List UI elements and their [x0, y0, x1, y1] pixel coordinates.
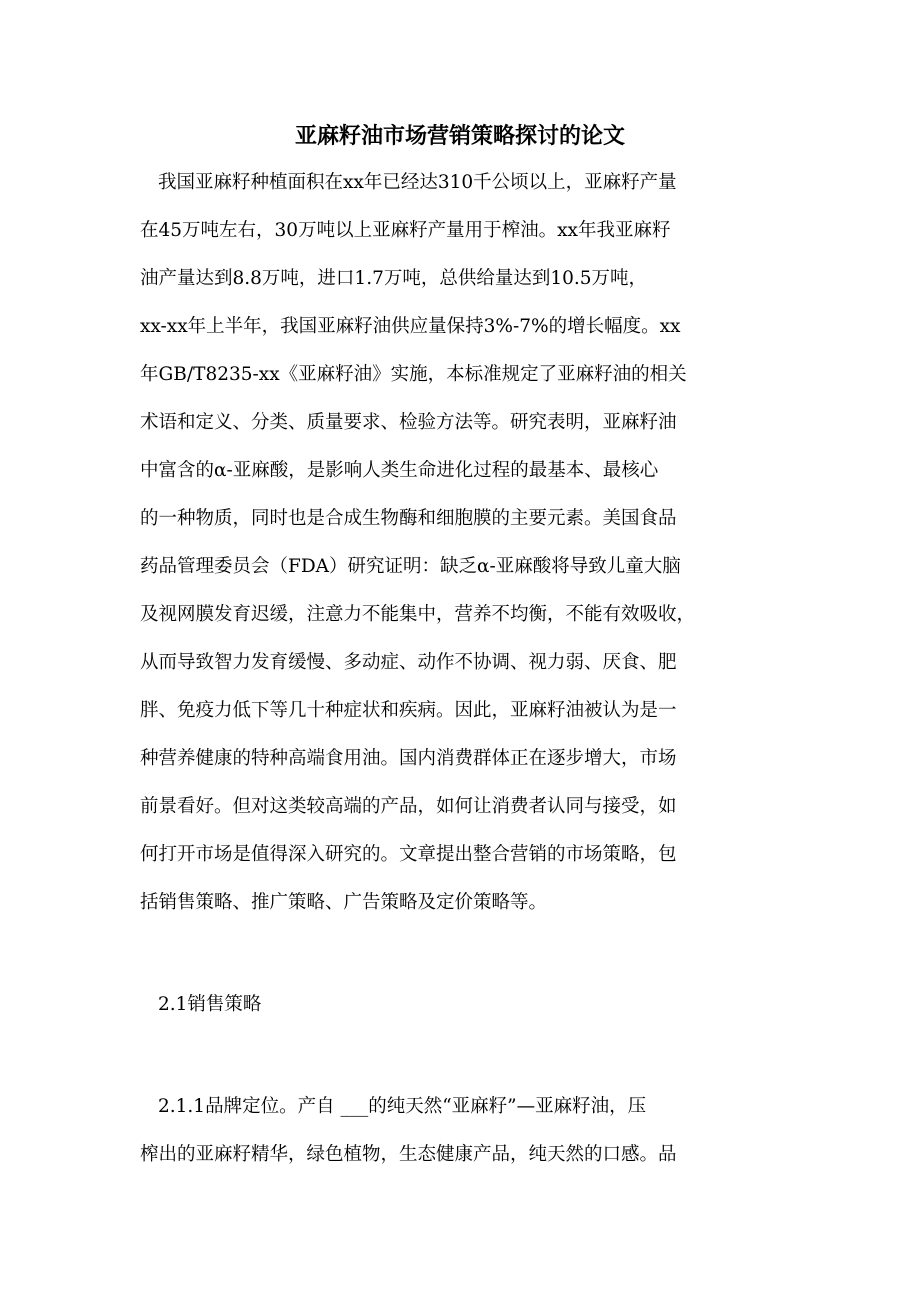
paragraph-1-line-15: 何打开市场是值得深入研究的。文章提出整合营销的市场策略，包: [140, 844, 677, 865]
section-heading: 2.1销售策略: [158, 994, 262, 1015]
paragraph-1-line-11: 从而导致智力发育缓慢、多动症、动作不协调、视力弱、厌食、肥: [140, 652, 677, 673]
paragraph-1-line-3: 油产量达到8.8万吨，进口1.7万吨，总供给量达到10.5万吨，: [140, 268, 648, 289]
paragraph-1-line-14: 前景看好。但对这类较高端的产品，如何让消费者认同与接受，如: [140, 796, 677, 817]
paragraph-1-line-10: 及视网膜发育迟缓，注意力不能集中，营养不均衡，不能有效吸收，: [140, 604, 696, 625]
paragraph-1-line-9: 药品管理委员会（FDA）研究证明：缺乏α-亚麻酸将导致儿童大脑: [140, 556, 681, 577]
paragraph-1-line-2: 在45万吨左右，30万吨以上亚麻籽产量用于榨油。xx年我亚麻籽: [140, 220, 671, 241]
paragraph-1-line-8: 的一种物质，同时也是合成生物酶和细胞膜的主要元素。美国食品: [140, 508, 677, 529]
paragraph-1-line-7: 中富含的α-亚麻酸，是影响人类生命进化过程的最基本、最核心: [140, 460, 659, 481]
paragraph-1-line-5: 年GB/T8235-xx《亚麻籽油》实施，本标准规定了亚麻籽油的相关: [140, 364, 687, 385]
paragraph-2-line-1: 2.1.1品牌定位。产自 ___的纯天然“亚麻籽”—亚麻籽油，压: [158, 1096, 647, 1117]
paragraph-1-line-13: 种营养健康的特种高端食用油。国内消费群体正在逐步增大，市场: [140, 748, 677, 769]
paragraph-2-line-2: 榨出的亚麻籽精华，绿色植物，生态健康产品，纯天然的口感。品: [140, 1144, 677, 1165]
paragraph-1-line-4: xx-xx年上半年，我国亚麻籽油供应量保持3%-7%的增长幅度。xx: [140, 316, 681, 337]
document-title: 亚麻籽油市场营销策略探讨的论文: [294, 124, 625, 149]
paragraph-1-line-16: 括销售策略、推广策略、广告策略及定价策略等。: [140, 892, 548, 913]
paragraph-1-line-12: 胖、免疫力低下等几十种症状和疾病。因此，亚麻籽油被认为是一: [140, 700, 677, 721]
paragraph-1-line-1: 我国亚麻籽种植面积在xx年已经达310千公顷以上，亚麻籽产量: [158, 172, 677, 193]
paragraph-1-line-6: 术语和定义、分类、质量要求、检验方法等。研究表明，亚麻籽油: [140, 412, 677, 433]
